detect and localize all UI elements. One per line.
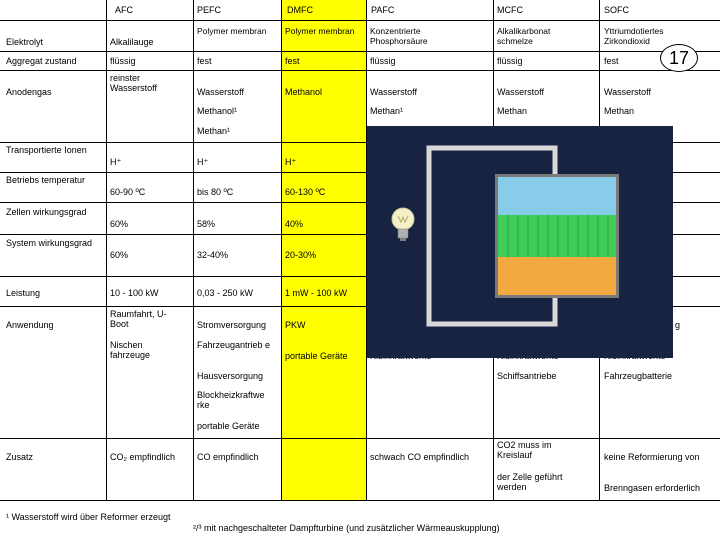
cell-zusatz-sofc-1: keine Reformierung von (604, 452, 700, 462)
header-pefc: PEFC (197, 5, 222, 15)
cell-anodengas-sofc-1: Wasserstoff (604, 87, 652, 97)
grid-line (0, 70, 720, 71)
cell-anodengas-sofc-2: Methan (604, 106, 635, 116)
cell-anodengas-afc: reinster Wasserstoff (110, 73, 158, 93)
cell-anodengas-pafc-1: Wasserstoff (370, 87, 418, 97)
row-label-aggregat: Aggregat zustand (6, 56, 77, 66)
cell-aggregat-pafc: flüssig (370, 56, 396, 66)
light-bulb-icon (392, 208, 414, 241)
cell-anodengas-mcfc-1: Wasserstoff (497, 87, 545, 97)
header-afc: AFC (115, 5, 133, 15)
row-label-leistung: Leistung (6, 288, 41, 298)
footnote-2: ²/³ mit nachgeschalteter Dampfturbine (und zusätzlicher Wärmeauskupplung) (193, 523, 500, 533)
row-label-anwendung: Anwendung (6, 320, 54, 330)
cell-zusatz-mcfc-1: CO2 muss im Kreislauf (497, 440, 552, 460)
page-number-badge: 17 (660, 44, 698, 72)
header-pafc: PAFC (371, 5, 395, 15)
grid-line (106, 0, 107, 500)
cell-anodengas-pefc-1: Wasserstoff (197, 87, 245, 97)
cell-aggregat-dmfc: fest (285, 56, 300, 66)
cell-elektrolyt-sofc: Yttriumdotiertes Zirkondioxid (604, 26, 664, 46)
grid-line (0, 20, 720, 21)
header-dmfc: DMFC (287, 5, 313, 15)
cell-zusatz-pafc: schwach CO empfindlich (370, 452, 470, 462)
cell-anwendung-mcfc-2: Schiffsantriebe (497, 371, 557, 381)
cell-zusatz-pefc: CO empfindlich (197, 452, 259, 462)
cell-zusatz-afc: CO₂ empfindlich (110, 452, 176, 462)
cell-anodengas-pefc-3: Methan¹ (197, 126, 231, 136)
row-label-anodengas: Anodengas (6, 87, 52, 97)
row-label-system: System wirkungsgrad (6, 238, 93, 248)
cell-zusatz-mcfc-2: der Zelle geführt werden (497, 472, 563, 492)
grid-line (281, 0, 282, 500)
cell-transport-afc: H⁺ (110, 157, 122, 167)
cell-aggregat-sofc: fest (604, 56, 619, 66)
cell-elektrolyt-pafc: Konzentrierte Phosphorsäure (370, 26, 428, 46)
row-label-zusatz: Zusatz (6, 452, 34, 462)
cell-anodengas-pafc-2: Methan¹ (370, 106, 404, 116)
row-label-elektrolyt: Elektrolyt (6, 37, 44, 47)
cell-temperatur-afc: 60-90 ºC (110, 187, 146, 197)
cell-anwendung-afc-1: Raumfahrt, U-Boot (110, 309, 167, 329)
row-label-transport: Transportierte Ionen (6, 145, 87, 155)
cell-aggregat-mcfc: flüssig (497, 56, 523, 66)
fuel-cell-diagram (367, 126, 673, 358)
cell-anwendung-sofc-1: g (675, 320, 681, 330)
cell-anwendung-pefc-1: Stromversorgung (197, 320, 267, 330)
grid-line (193, 0, 194, 500)
cell-leistung-afc: 10 - 100 kW (110, 288, 159, 298)
cell-leistung-dmfc: 1 mW - 100 kW (285, 288, 348, 298)
cell-elektrolyt-afc: Alkalilauge (110, 37, 154, 47)
cell-anodengas-dmfc: Methanol (285, 87, 323, 97)
cell-elektrolyt-dmfc: Polymer membran (285, 26, 355, 36)
cell-elektrolyt-pefc: Polymer membran (197, 26, 267, 36)
electrode-layer-orange (498, 257, 616, 295)
header-sofc: SOFC (604, 5, 630, 15)
cell-anwendung-pefc-3: Hausversorgung (197, 371, 264, 381)
grid-line (0, 51, 720, 52)
cell-temperatur-pefc: bis 80 ºC (197, 187, 234, 197)
cell-aggregat-afc: flüssig (110, 56, 136, 66)
cell-anwendung-dmfc-2: portable Geräte (285, 351, 348, 361)
cell-system-dmfc: 20-30% (285, 250, 317, 260)
cell-zellen-dmfc: 40% (285, 219, 304, 229)
cell-system-afc: 60% (110, 250, 129, 260)
cell-system-pefc: 32-40% (197, 250, 229, 260)
cell-anwendung-pefc-5: portable Geräte (197, 421, 260, 431)
header-mcfc: MCFC (497, 5, 523, 15)
row-label-temperatur: Betriebs temperatur (6, 175, 86, 185)
cell-anwendung-pefc-2: Fahrzeugantrieb e (197, 340, 271, 350)
cell-anwendung-sofc-3: Fahrzeugbatterie (604, 371, 673, 381)
fuel-cell-illustration (367, 126, 673, 358)
electrolyte-layer-blue (498, 177, 616, 215)
row-label-zellen: Zellen wirkungsgrad (6, 207, 87, 217)
cell-anwendung-afc-2: Nischen fahrzeuge (110, 340, 151, 360)
footnote-1: ¹ Wasserstoff wird über Reformer erzeugt (6, 512, 171, 522)
cell-temperatur-dmfc: 60-130 ºC (285, 187, 326, 197)
cell-leistung-pefc: 0,03 - 250 kW (197, 288, 254, 298)
cell-transport-dmfc: H⁺ (285, 157, 297, 167)
cell-aggregat-pefc: fest (197, 56, 212, 66)
cell-zusatz-sofc-2: Brenngasen erforderlich (604, 483, 701, 493)
cell-zellen-afc: 60% (110, 219, 129, 229)
cell-transport-pefc: H⁺ (197, 157, 209, 167)
cell-anodengas-pefc-2: Methanol¹ (197, 106, 238, 116)
grid-line (0, 438, 720, 439)
cell-anwendung-pefc-4: Blockheizkraftwe rke (197, 390, 265, 410)
cell-anodengas-mcfc-2: Methan (497, 106, 528, 116)
grid-line (0, 500, 720, 501)
cell-zellen-pefc: 58% (197, 219, 216, 229)
cell-anwendung-dmfc-1: PKW (285, 320, 306, 330)
cell-elektrolyt-mcfc: Alkalikarbonat schmelze (497, 26, 551, 46)
